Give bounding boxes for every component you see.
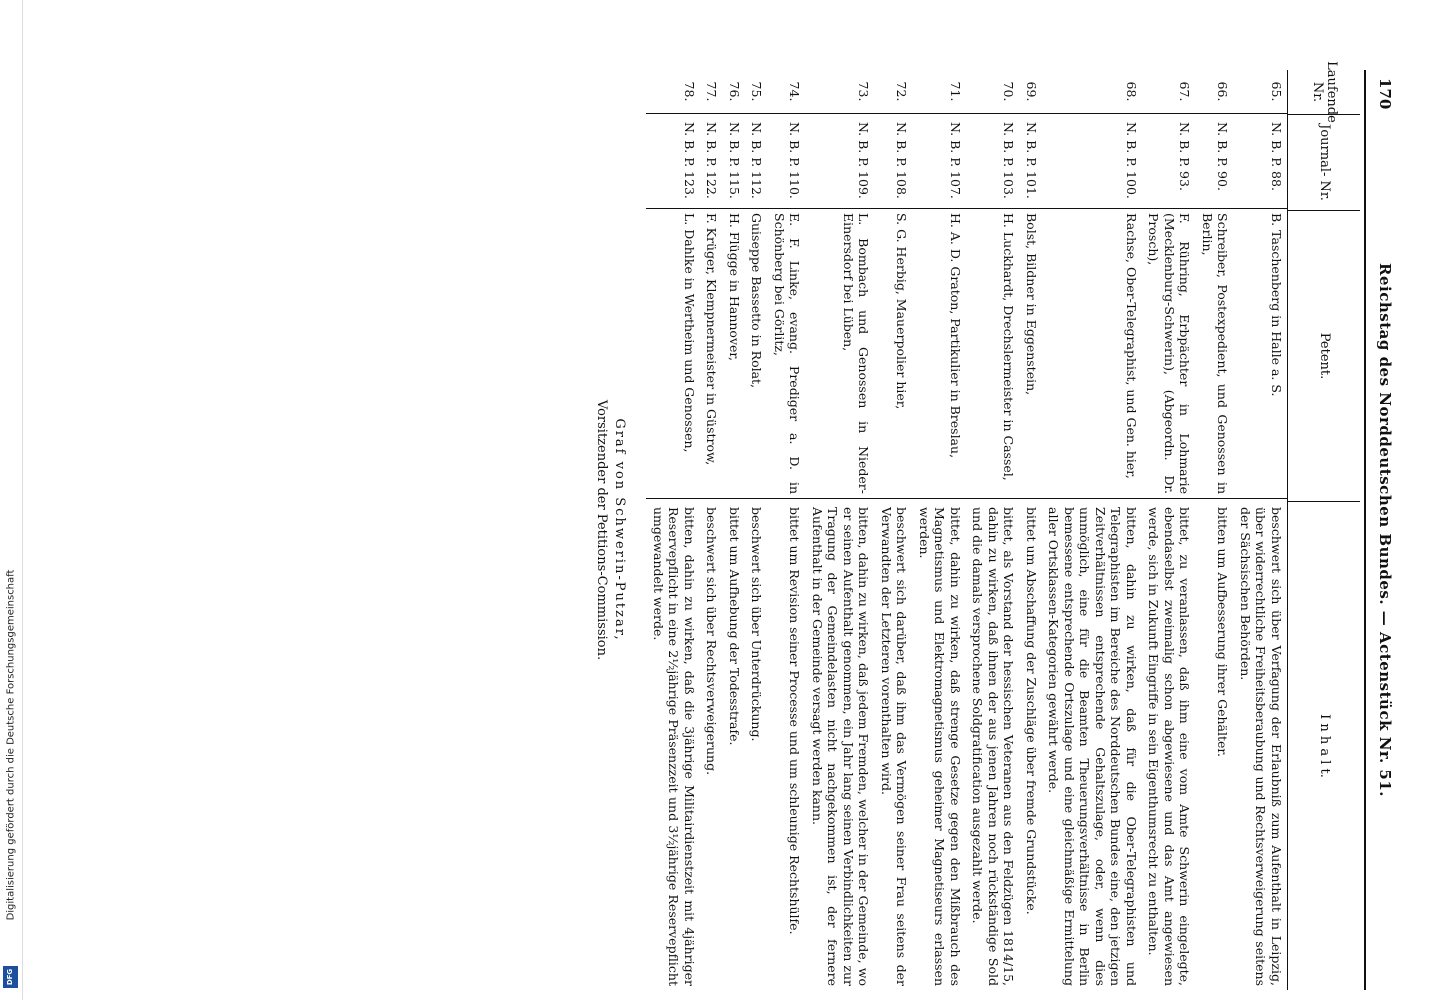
col-header-inhalt: I n h a l t.	[1317, 714, 1333, 778]
table-row	[875, 70, 913, 990]
row-number: 67.	[1142, 70, 1196, 114]
col-header-petent: Petent.	[1288, 211, 1360, 502]
table-row	[966, 70, 1020, 990]
page-title: Reichstag des Norddeutschen Bundes. — Actenstück Nr. 51.	[1376, 263, 1394, 797]
table-row	[723, 70, 746, 990]
col-header-journal: Journal- Nr.	[1288, 115, 1360, 211]
row-petent: H. Luckhardt, Drechslermeister in Cassel,	[966, 209, 1020, 499]
page-number: 170	[1376, 78, 1394, 110]
row-journal: N. B. P. 123.	[647, 114, 701, 209]
funding-margin	[0, 0, 22, 1000]
row-journal: N. B. P. 101.	[1020, 114, 1043, 209]
table-row	[700, 70, 723, 990]
row-number: 73.	[806, 70, 875, 114]
row-number: 76.	[723, 70, 746, 114]
row-inhalt: bittet um Aufhebung der Todesstrafe.	[727, 507, 742, 746]
document-page	[260, 61, 1400, 990]
table-row	[1234, 70, 1288, 990]
table-row	[913, 70, 967, 990]
row-petent: Schreiber, Postexpedient, und Genossen in Berlin,	[1196, 209, 1234, 499]
signature-name: Graf von Schwerin-Putzar,	[612, 418, 627, 642]
row-number: 71.	[913, 70, 967, 114]
row-number: 68.	[1042, 70, 1142, 114]
row-journal: N. B. P. 112.	[745, 114, 768, 209]
row-inhalt: bitten um Aufbesserung ihrer Gehälter.	[1215, 507, 1231, 757]
row-inhalt: bittet, dahin zu wirken, daß strenge Gesetze gegen den Mißbrauch des Magnetismus und Elektromagnetismus geheimer Magnetiseurs erlassen werden.	[917, 507, 963, 986]
row-petent: S. G. Herbig, Mauerpolier hier,	[875, 209, 913, 499]
table-row	[1196, 70, 1234, 990]
row-journal: N. B. P. 122.	[700, 114, 723, 209]
row-journal: N. B. P. 88.	[1234, 114, 1288, 209]
row-number: 65.	[1234, 70, 1288, 114]
signature-block	[592, 70, 628, 990]
row-inhalt: bittet um Revision seiner Processe und um schleunige Rechtshülfe.	[787, 507, 803, 935]
petitions-table	[647, 61, 1361, 990]
row-journal: N. B. P. 109.	[806, 114, 875, 209]
row-journal: N. B. P. 107.	[913, 114, 967, 209]
row-petent: B. Taschenberg in Halle a. S.	[1234, 209, 1288, 499]
row-number: 78.	[647, 70, 701, 114]
row-petent: Bolst, Bildner in Eggenstein,	[1020, 209, 1043, 499]
row-petent: L. Dahlke in Wertheim und Genossen,	[647, 209, 701, 499]
row-inhalt: beschwert sich darüber, daß ihm das Vermögen seiner Frau seitens der Verwandten der Letzteren vorenthalten wird.	[879, 507, 910, 986]
row-inhalt: bittet, als Vorstand der hessischen Veteranen aus den Feldzügen 1814/15, dahin zu wirken, daß ihnen der aus jenen Jahren noch rückständige Sold und die damals versprochene Soldgratification ausgezahlt werde.	[970, 507, 1017, 986]
row-number: 75.	[745, 70, 768, 114]
row-number: 72.	[875, 70, 913, 114]
row-inhalt: bittet um Abschaffung der Zuschläge über fremde Grundstücke.	[1024, 507, 1039, 915]
row-petent: F. Rühring, Erbpächter in Lohmarie (Mecklenburg-Schwerin), (Abgeordn. Dr. Prosch),	[1142, 209, 1196, 499]
row-journal: N. B. P. 108.	[875, 114, 913, 209]
row-petent: H. Flügge in Hannover,	[723, 209, 746, 499]
row-petent: F. Krüger, Klempnermeister in Güstrow,	[700, 209, 723, 499]
signature-role: Vorsitzender der Petitions-Commission.	[594, 399, 609, 661]
row-inhalt: bitten, dahin zu wirken, daß die 3jährige Militairdienstzeit mit 4jähriger Reservepflicht in eine 2½jährige Präsenzzeit und 3½jährige Reservepflicht umgewandelt werde.	[651, 507, 697, 986]
row-journal: N. B. P. 93.	[1142, 114, 1196, 209]
table-body	[647, 70, 1288, 990]
col-header-lfd: Laufende Nr.	[1288, 70, 1360, 115]
row-inhalt: bitten, dahin zu wirken, daß für die Ober-Telegraphisten und Telegraphisten im Bereiche des Norddeutschen Bundes eine, den jetzigen Zeitverhältnissen entsprechende Gehaltszulage, oder, wenn dies unmöglich, eine für die Beamten Theuerungsverhältnisse in Berlin bemessene entsprechende Ortszulage und eine gleichmäßige Ermittelung aller Ortsklassen-Kategorien gewährt werde.	[1046, 507, 1139, 986]
row-petent: L. Bombach und Genossen in Nieder-Einersdorf bei Lüben,	[806, 209, 875, 499]
row-number: 70.	[966, 70, 1020, 114]
row-journal: N. B. P. 100.	[1042, 114, 1142, 209]
table-row	[1042, 70, 1142, 990]
row-number: 77.	[700, 70, 723, 114]
row-number: 69.	[1020, 70, 1043, 114]
header-rule	[1364, 70, 1366, 990]
row-petent: Guiseppe Bassetto in Rolat,	[745, 209, 768, 499]
row-journal: N. B. P. 115.	[723, 114, 746, 209]
table-header-row	[1287, 61, 1360, 990]
table-row	[806, 70, 875, 990]
dfg-logo-text: DFG	[6, 968, 15, 986]
table-row	[745, 70, 768, 990]
scan-edge	[22, 0, 23, 1000]
page-header	[1366, 70, 1400, 990]
table-row	[647, 70, 701, 990]
row-number: 74.	[768, 70, 806, 114]
row-inhalt: bittet, zu veranlassen, daß ihm eine vom Amte Schwerin eingelegte, ebendaselbst zweimalig schon abgewiesene und das Amt angewiesen werde, sich in Zukunft Eingriffe in sein Eigenthumsrecht zu enthalten.	[1146, 507, 1193, 986]
row-number: 66.	[1196, 70, 1234, 114]
row-inhalt: beschwert sich über Rechtsverweigerung.	[704, 507, 720, 776]
dfg-logo-icon	[3, 966, 18, 988]
row-petent: H. A. D. Graton, Partikulier in Breslau,	[913, 209, 967, 499]
row-journal: N. B. P. 110.	[768, 114, 806, 209]
row-petent: E. F. Linke, evang. Prediger a. D. in Schönberg bei Görlitz,	[768, 209, 806, 499]
row-petent: Rachse, Ober-Telegraphist, und Gen. hier,	[1042, 209, 1142, 499]
row-inhalt: beschwert sich über Verfagung der Erlaubniß zum Aufenthalt in Leipzig, über widerrechtliche Freiheitsberaubung und Rechtsverweigerung seitens der Sächsischen Behörden.	[1238, 507, 1284, 986]
row-inhalt: beschwert sich über Unterdrückung.	[749, 507, 765, 742]
table-row	[1142, 70, 1196, 990]
table-row	[768, 70, 806, 990]
row-journal: N. B. P. 103.	[966, 114, 1020, 209]
table-row	[1020, 70, 1043, 990]
row-inhalt: bitten, dahin zu wirken, daß jedem Fremden, welcher in der Gemeinde, wo er seinen Aufenthalt genommen, ein Jahr lang seinen Verbindlichkeiten zur Tragung der Gemeindelasten nicht nachgekommen ist, der fernere Aufenthalt in der Gemeinde versagt werden kann.	[810, 507, 872, 986]
funding-note: Digitalisierung gefördert durch die Deutsche Forschungsgemeinschaft	[5, 569, 17, 921]
row-journal: N. B. P. 90.	[1196, 114, 1234, 209]
